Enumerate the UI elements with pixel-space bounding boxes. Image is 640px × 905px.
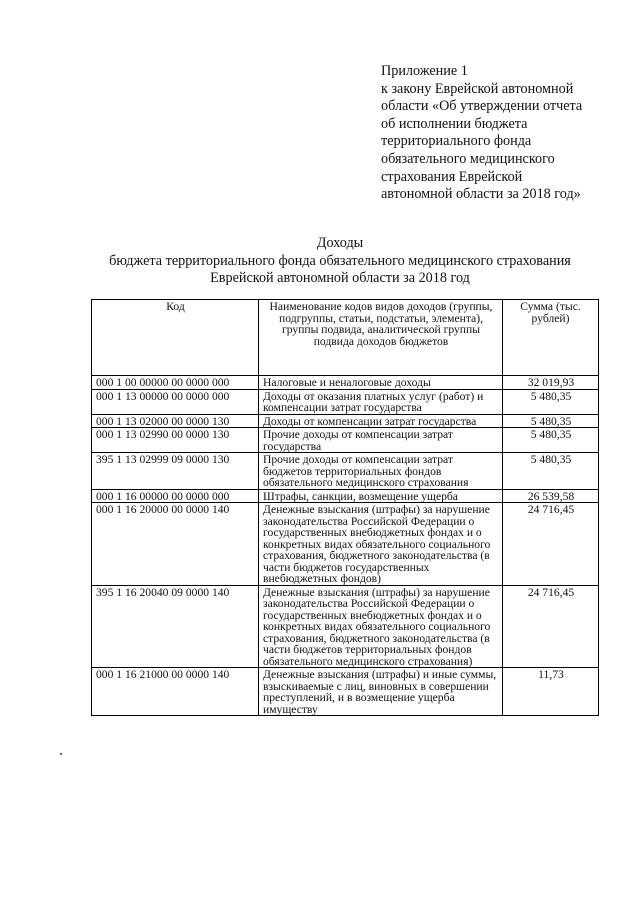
revenue-table	[91, 299, 599, 716]
table-row	[92, 668, 599, 716]
row-name: Доходы от компенсации затрат государства	[259, 414, 503, 428]
table-row	[92, 376, 599, 390]
scan-speck	[60, 753, 62, 755]
table-header-row	[92, 300, 599, 376]
title-line: бюджета территориального фонда обязательного медицинского страхования	[109, 252, 571, 269]
appendix-line: автономной области за 2018 год»	[381, 186, 581, 203]
row-code: 000 1 13 02990 00 0000 130	[92, 428, 259, 453]
appendix-line: территориального фонда	[381, 133, 532, 150]
table-row	[92, 428, 599, 453]
row-name: Штрафы, санкции, возмещение ущерба	[259, 489, 503, 503]
row-sum: 5 480,35	[503, 428, 599, 453]
row-sum: 5 480,35	[503, 453, 599, 490]
row-name: Прочие доходы от компенсации затрат государства	[259, 428, 503, 453]
row-sum: 32 019,93	[503, 376, 599, 390]
table-row	[92, 453, 599, 490]
header-name: Наименование кодов видов доходов (группы, подгруппы, статьи, подстатьи, элемента), группы подвида, аналитической группы подвида доходов бюджетов	[259, 300, 503, 376]
row-code: 395 1 13 02999 09 0000 130	[92, 453, 259, 490]
table-row	[92, 489, 599, 503]
appendix-line: страхования Еврейской	[381, 168, 523, 185]
header-code: Код	[92, 300, 259, 376]
document-title	[60, 235, 620, 288]
appendix-line: к закону Еврейской автономной	[381, 80, 574, 97]
table-row	[92, 585, 599, 668]
row-code: 000 1 16 21000 00 0000 140	[92, 668, 259, 716]
row-name: Денежные взыскания (штрафы) за нарушение законодательства Российской Федерации о государственных внебюджетных фондах и о конкретных видах обязательного социального страхования, бюджетного законодательства (в части бюджетов территориальных фондов обязательного медицинского страхования)	[259, 585, 503, 668]
title-line: Доходы	[316, 235, 364, 251]
appendix-line: об исполнении бюджета	[381, 115, 528, 132]
title-line: Еврейской автономной области за 2018 год	[210, 270, 470, 287]
row-name: Денежные взыскания (штрафы) за нарушение законодательства Российской Федерации о государственных внебюджетных фондах и о конкретных видах обязательного социального страхования, бюджетного законодательства (в части бюджетов государственных внебюджетных фондов)	[259, 503, 503, 586]
row-code: 000 1 00 00000 00 0000 000	[92, 376, 259, 390]
row-name: Доходы от оказания платных услуг (работ) и компенсации затрат государства	[259, 389, 503, 414]
table-row	[92, 503, 599, 586]
row-name: Налоговые и неналоговые доходы	[259, 376, 503, 390]
row-code: 000 1 16 20000 00 0000 140	[92, 503, 259, 586]
row-sum: 5 480,35	[503, 414, 599, 428]
row-sum: 26 539,58	[503, 489, 599, 503]
appendix-line: области «Об утверждении отчета	[381, 98, 583, 115]
appendix-line: Приложение 1	[381, 63, 468, 79]
row-code: 000 1 16 00000 00 0000 000	[92, 489, 259, 503]
appendix-note	[381, 63, 631, 204]
row-sum: 24 716,45	[503, 585, 599, 668]
row-name: Денежные взыскания (штрафы) и иные суммы, взыскиваемые с лиц, виновных в совершении преступлений, и в возмещение ущерба имуществу	[259, 668, 503, 716]
table-row	[92, 414, 599, 428]
row-sum: 11,73	[503, 668, 599, 716]
appendix-line: обязательного медицинского	[381, 150, 555, 167]
row-name: Прочие доходы от компенсации затрат бюджетов территориальных фондов обязательного медицинского страхования	[259, 453, 503, 490]
row-code: 000 1 13 00000 00 0000 000	[92, 389, 259, 414]
row-sum: 24 716,45	[503, 503, 599, 586]
header-sum: Сумма (тыс. рублей)	[503, 300, 599, 376]
row-code: 000 1 13 02000 00 0000 130	[92, 414, 259, 428]
table-row	[92, 389, 599, 414]
row-sum: 5 480,35	[503, 389, 599, 414]
row-code: 395 1 16 20040 09 0000 140	[92, 585, 259, 668]
